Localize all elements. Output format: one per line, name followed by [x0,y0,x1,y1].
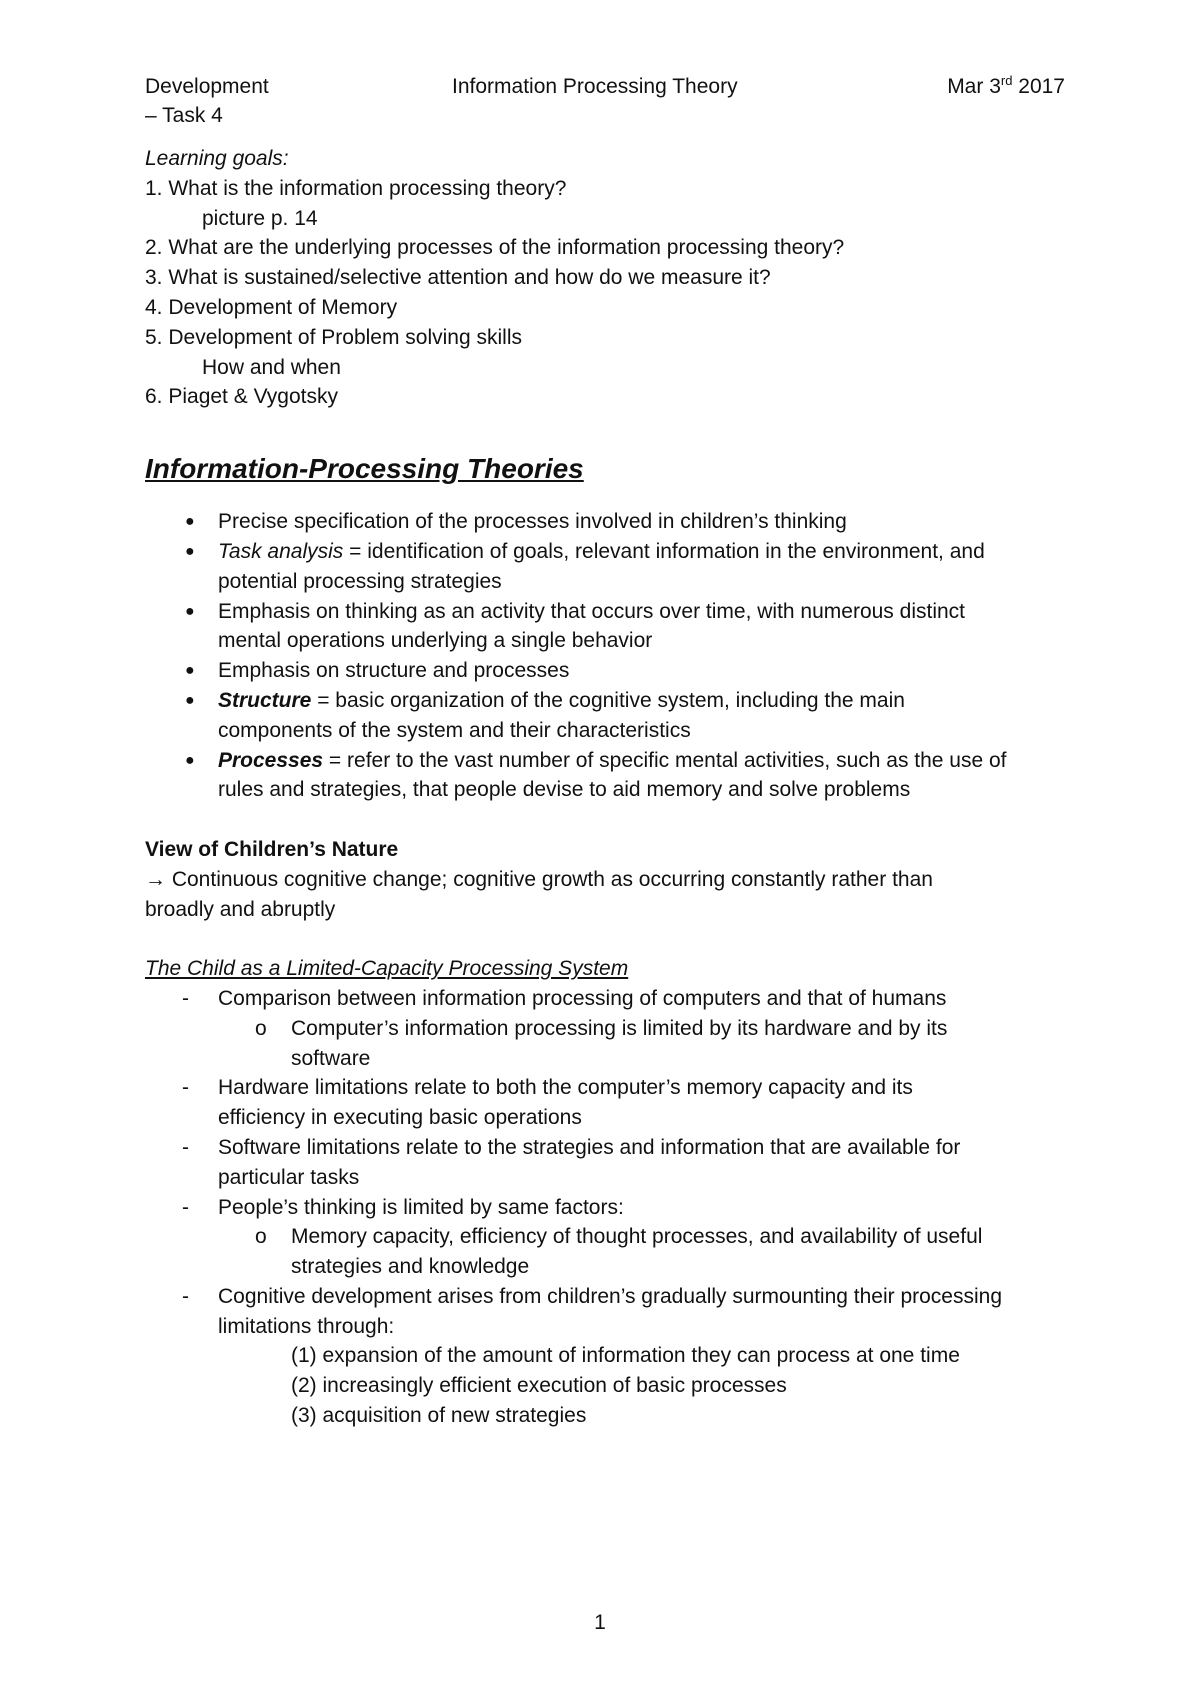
nature-text: broadly and abruptly [145,897,336,921]
term-processes: Processes [218,748,324,772]
dash-text: efficiency in executing basic operations [218,1106,582,1130]
limited-capacity-list [145,1282,1065,1342]
dash-text: Cognitive development arises from children’s gradually surmounting their processing [218,1284,1003,1308]
dash-text: limitations through: [218,1314,395,1338]
bullet-text: rules and strategies, that people devise to aid memory and solve problems [218,778,911,802]
dash-text: particular tasks [218,1165,360,1189]
bullet-text: Emphasis on thinking as an activity that occurs over time, with numerous distinct [218,599,965,623]
circle-bullet-icon: o [255,1225,267,1249]
header-task: – Task 4 [145,104,223,127]
bullet-text [218,686,1065,716]
nature-text-part: Continuous cognitive change; cognitive growth as occurring constantly rather than [166,867,933,891]
page-number: 1 [594,1611,606,1634]
bullet-text: components of the system and their characteristics [218,718,691,742]
term-structure: Structure [218,688,312,712]
learning-goal-note: picture p. 14 [202,206,318,230]
dash-text: Software limitations relate to the strategies and information that are available for [218,1135,961,1159]
limited-capacity-list [145,1073,1065,1222]
header-date-year: 2017 [1012,75,1065,98]
bullet-text: Precise specification of the processes involved in children’s thinking [218,510,847,534]
bullet-item [145,597,1065,657]
learning-goal: 1. What is the information processing theory? [145,176,567,200]
dash-text: Comparison between information processing of computers and that of humans [218,986,947,1010]
bullet-text-part: = basic organization of the cognitive system, including the main [311,688,905,712]
limited-capacity-list [145,984,1065,1014]
header-topic: Information Processing Theory [452,75,738,98]
bullet-icon: ● [185,602,195,620]
theory-bullet-list [145,507,1065,805]
bullet-text: potential processing strategies [218,569,502,593]
dash-item [145,1073,1098,1133]
bullet-icon: ● [185,542,195,560]
learning-goal: 2. What are the underlying processes of the information processing theory? [145,236,845,260]
learning-goal-note: How and when [202,355,341,379]
bullet-text [218,746,1065,776]
sub-item [145,1014,1065,1074]
sub-item [145,1222,1065,1282]
header-course: Development [145,75,269,98]
circle-bullet-icon: o [255,1016,267,1040]
dash-bullet-icon: - [182,1076,189,1100]
numbered-item: (3) acquisition of new strategies [291,1404,587,1428]
bullet-icon: ● [185,751,195,769]
page-header [145,72,1065,102]
term-task-analysis: Task analysis [218,539,344,563]
learning-goal: 5. Development of Problem solving skills [145,325,522,349]
dash-item [145,984,1098,1014]
numbered-item: (2) increasingly efficient execution of basic processes [291,1374,787,1398]
bullet-text: Emphasis on structure and processes [218,659,570,683]
subsection-heading: The Child as a Limited-Capacity Processing System [145,957,629,981]
learning-goal: 4. Development of Memory [145,295,398,319]
bullet-item [145,656,1065,686]
bullet-text-part: = identification of goals, relevant information in the environment, and [343,539,985,563]
bullet-text [218,537,1065,567]
header-date-main: Mar 3 [947,75,1001,98]
dash-text: People’s thinking is limited by same factors: [218,1195,624,1219]
header-date [947,72,1065,102]
sub-text: strategies and knowledge [291,1255,530,1279]
nature-text [145,865,1065,895]
subsection-heading: View of Children’s Nature [145,837,399,861]
bullet-item [145,537,1065,597]
sub-text: Memory capacity, efficiency of thought processes, and availability of useful [291,1225,983,1249]
dash-text: Hardware limitations relate to both the computer’s memory capacity and its [218,1076,913,1100]
dash-bullet-icon: - [182,986,189,1010]
bullet-text-part: = refer to the vast number of specific mental activities, such as the use of [323,748,1007,772]
numbered-item: (1) expansion of the amount of information they can process at one time [291,1344,960,1368]
dash-item [145,1282,1098,1342]
bullet-item [145,746,1065,806]
learning-goal: 6. Piaget & Vygotsky [145,385,338,409]
arrow-right-icon: → [145,867,166,891]
sub-text: Computer’s information processing is limited by its hardware and by its [291,1016,948,1040]
learning-goals-title: Learning goals: [145,147,289,170]
section-heading: Information-Processing Theories [145,453,584,485]
bullet-icon: ● [185,691,195,709]
dash-item [145,1193,1098,1223]
bullet-item [145,686,1065,746]
learning-goal: 3. What is sustained/selective attention and how do we measure it? [145,266,771,290]
bullet-item [145,507,1065,537]
header-date-suffix: rd [1000,73,1013,88]
bullet-icon: ● [185,513,195,531]
bullet-icon: ● [185,662,195,680]
sub-text: software [291,1046,371,1070]
document-body [145,144,1065,1431]
dash-bullet-icon: - [182,1135,189,1159]
dash-bullet-icon: - [182,1284,189,1308]
dash-item [145,1133,1098,1193]
bullet-text: mental operations underlying a single behavior [218,629,653,653]
dash-bullet-icon: - [182,1195,189,1219]
